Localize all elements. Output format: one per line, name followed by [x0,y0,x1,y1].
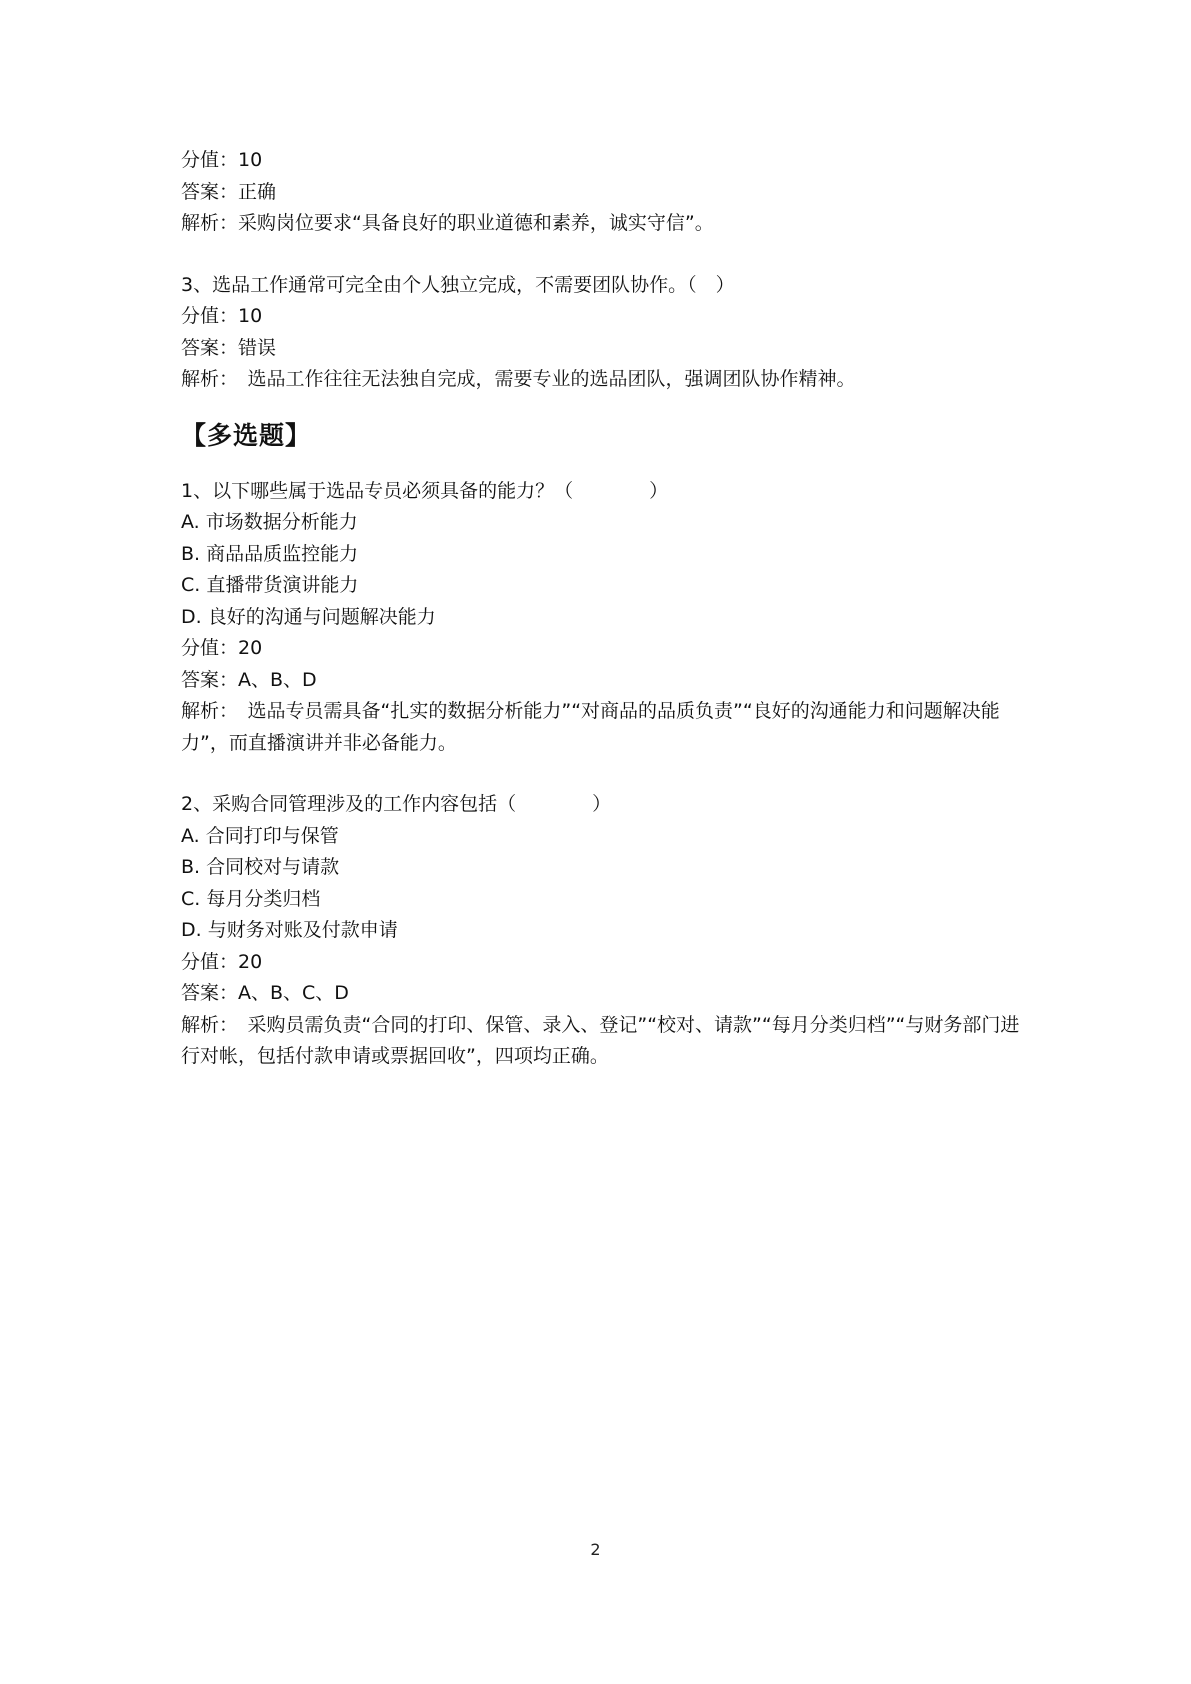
mq2-answer: 答案：A、B、C、D [181,982,349,1004]
mq2-question: 2、采购合同管理涉及的工作内容包括（ ） [181,793,612,815]
q3-analysis: 解析： 选品工作往往无法独自完成，需要专业的选品团队，强调团队协作精神。 [181,368,856,390]
mq2-score: 分值：20 [181,950,263,973]
q3-score: 分值：10 [181,305,263,327]
mq2-option-a: A. 合同打印与保管 [181,824,339,847]
q3-answer: 答案：错误 [181,336,277,359]
spacer [181,759,1021,789]
mq2-option-b: B. 合同校对与请款 [181,856,340,878]
q2-answer: 答案：正确 [181,180,277,203]
mq1-question: 1、以下哪些属于选品专员必须具备的能力？（ ） [181,479,669,502]
mq1-score: 分值：20 [181,637,263,659]
mq1-analysis: 解析： 选品专员需具备“扎实的数据分析能力”“对商品的品质负责”“良好的沟通能力和问题解决能力”，而直播演讲并非必备能力。 [181,700,1000,754]
q2-score: 分值：10 [181,149,263,171]
mq1-answer: 答案：A、B、D [181,668,317,691]
mq2-option-d: D. 与财务对账及付款申请 [181,919,398,941]
mq1-option-c: C. 直播带货演讲能力 [181,574,359,596]
mq2-option-c: C. 每月分类归档 [181,887,321,910]
q3-question: 3、选品工作通常可完全由个人独立完成，不需要团队协作。（ ） [181,273,735,296]
mq1-option-d: D. 良好的沟通与问题解决能力 [181,605,436,628]
mq1-option-a: A. 市场数据分析能力 [181,511,358,533]
q2-analysis: 解析：采购岗位要求“具备良好的职业道德和素养，诚实守信”。 [181,212,714,234]
section-title-multiple-choice: 【多选题】 [181,420,312,450]
page-number: 2 [590,1540,601,1559]
page-content [181,145,1021,1073]
mq2-analysis: 解析： 采购员需负责“合同的打印、保管、录入、登记”“校对、请款”“每月分类归档”“与财务部门进行对帐，包括付款申请或票据回收”，四项均正确。 [181,1013,1020,1067]
spacer [181,240,1021,270]
mq1-option-b: B. 商品品质监控能力 [181,542,359,565]
